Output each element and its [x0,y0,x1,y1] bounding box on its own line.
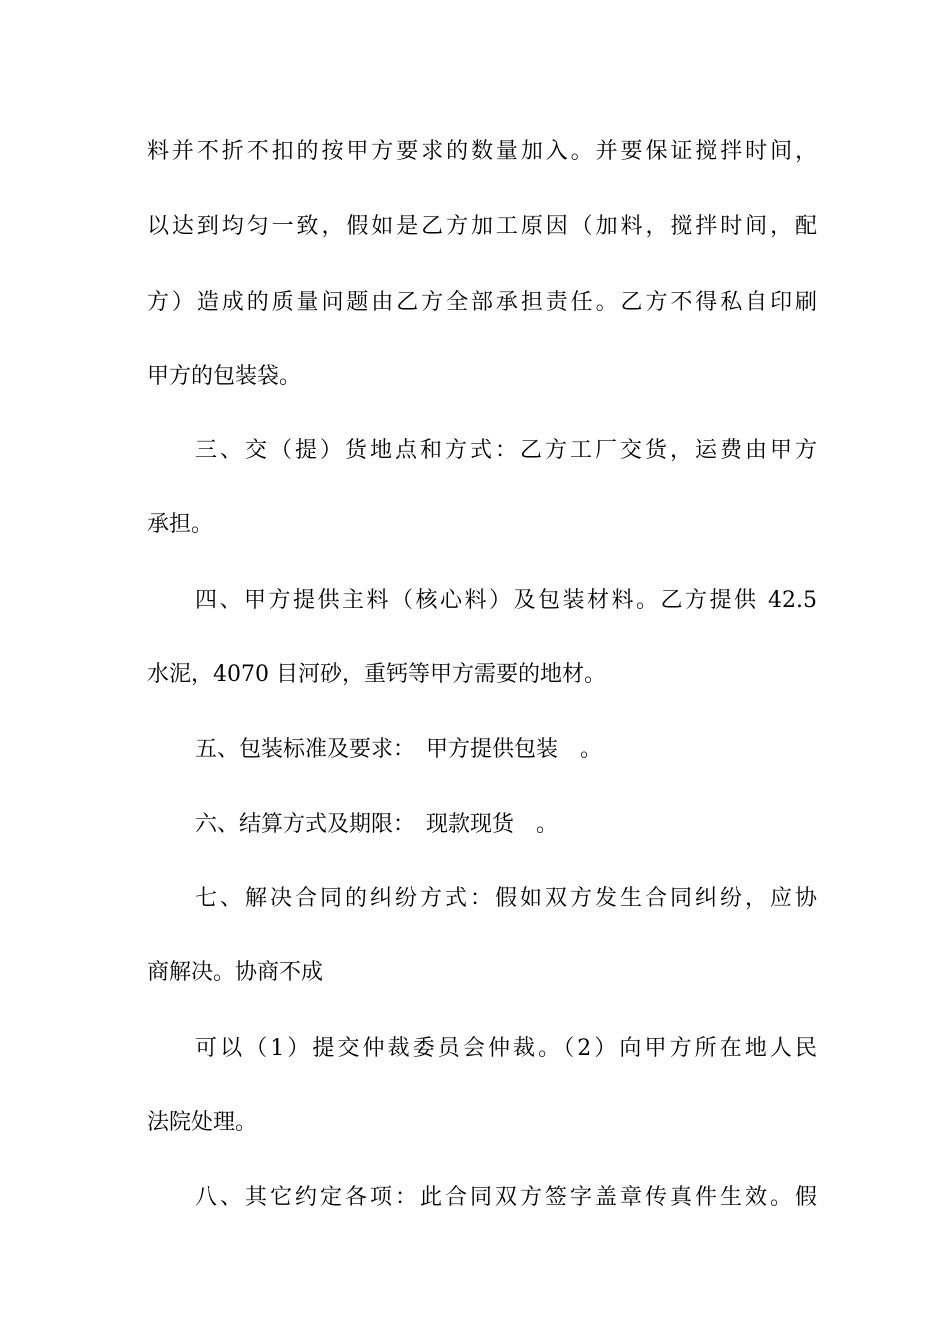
text-line-3: 方）造成的质量问题由乙方全部承担责任。乙方不得私自印刷 [147,290,817,315]
text-line-4: 甲方的包装袋。 [147,364,302,389]
clause-7-line-3: 可以（1）提交仲裁委员会仲裁。（2）向甲方所在地人民 [195,1036,817,1061]
clause-7-line-4: 法院处理。 [147,1110,258,1135]
clause-4-line-1: 四、甲方提供主料（核心料）及包装材料。乙方提供 42.5 [195,588,817,613]
text-line-2: 以达到均匀一致，假如是乙方加工原因（加料，搅拌时间，配 [147,214,817,239]
clause-4-line-2: 水泥，4070 目河砂，重钙等甲方需要的地材。 [147,662,606,687]
clause-8-line-1: 八、其它约定各项：此合同双方签字盖章传真件生效。假 [195,1185,817,1210]
clause-3-line-2: 承担。 [147,512,214,537]
clause-5: 五、包装标准及要求： 甲方提供包装 。 [195,737,603,762]
clause-3-line-1: 三、交（提）货地点和方式：乙方工厂交货，运费由甲方 [195,438,817,463]
clause-6: 六、结算方式及期限： 现款现货 。 [195,812,559,837]
clause-7-line-1: 七、解决合同的纠纷方式：假如双方发生合同纠纷，应协 [195,886,817,911]
clause-7-line-2: 商解决。协商不成 [147,960,324,985]
text-line-1: 料并不折不扣的按甲方要求的数量加入。并要保证搅拌时间， [147,139,817,164]
